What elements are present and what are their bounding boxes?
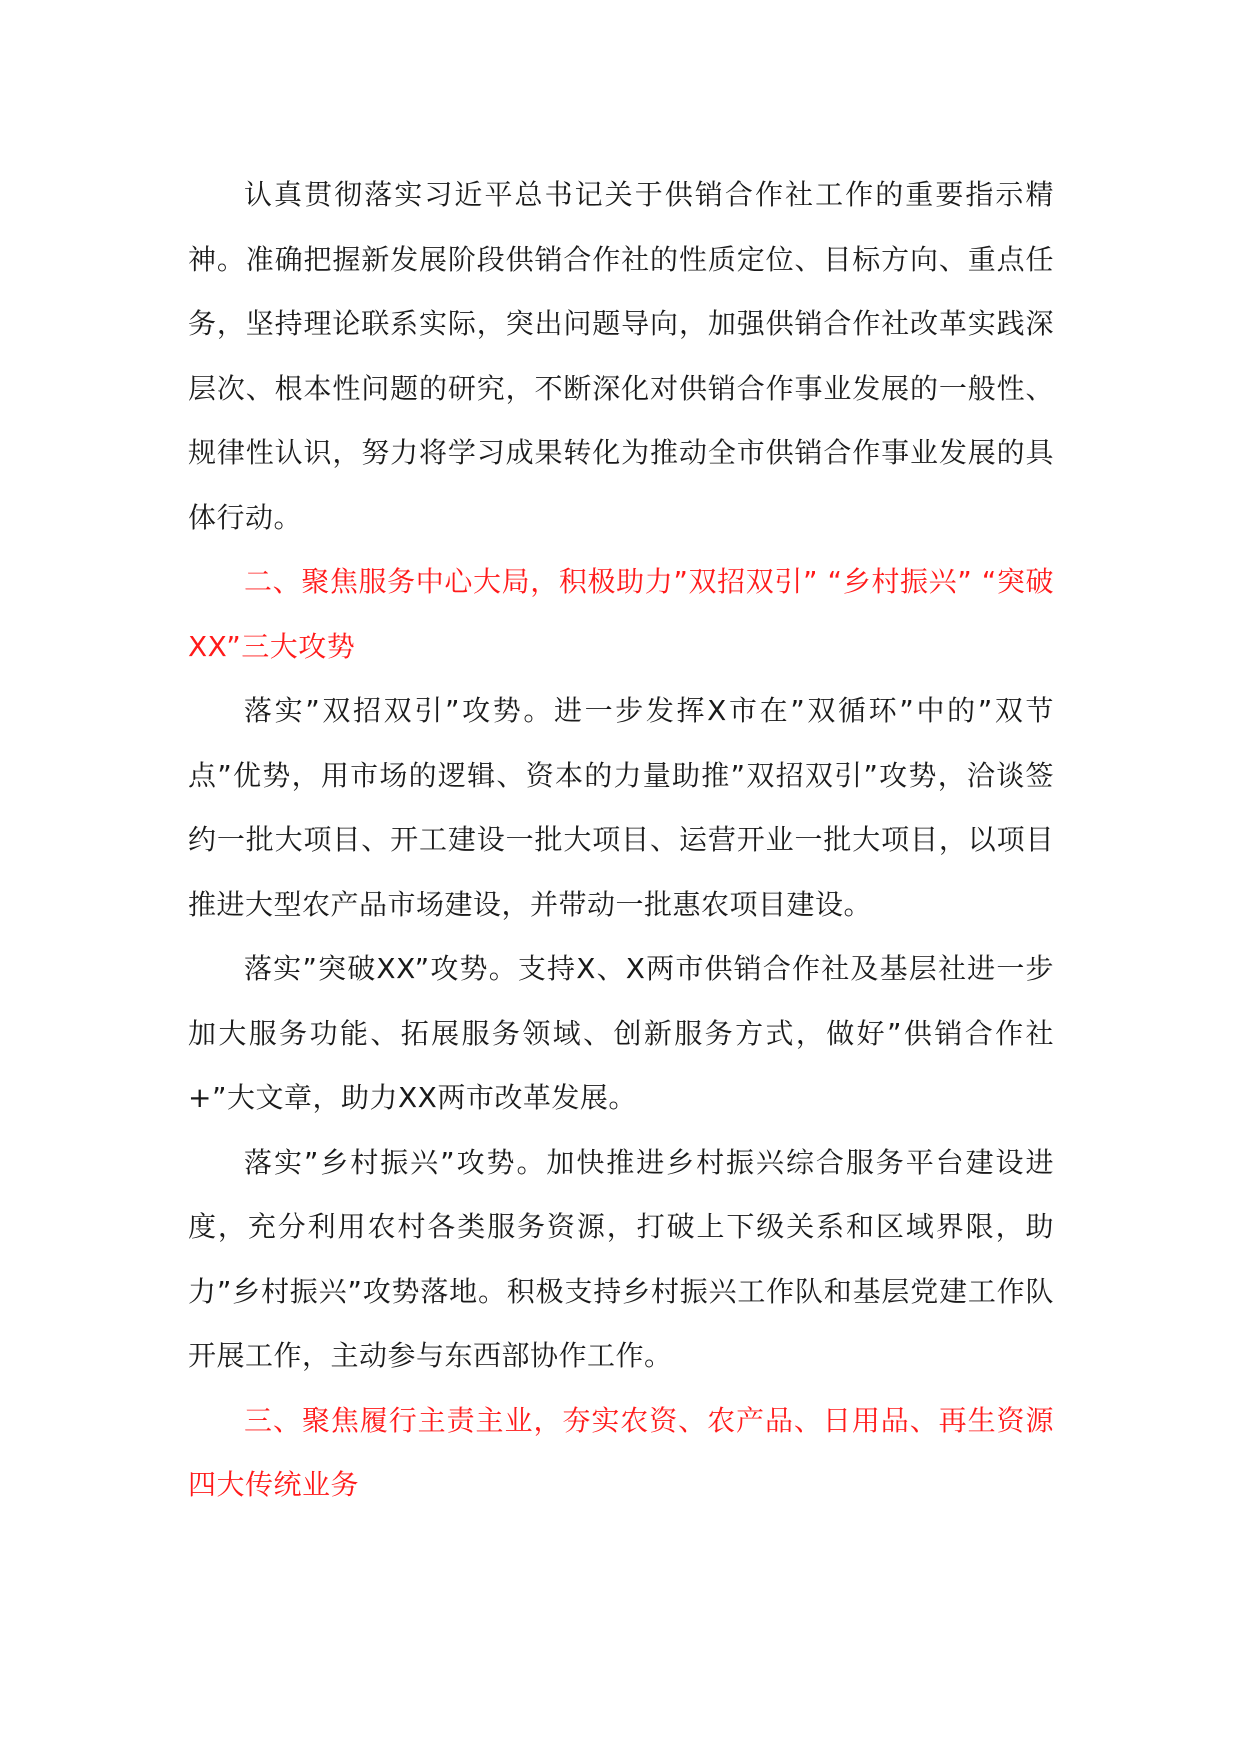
section-heading-two: 二、聚焦服务中心大局，积极助力”双招双引” “乡村振兴” “突破XX”三大攻势 bbox=[188, 565, 1054, 663]
body-paragraph-study-spirit: 认真贯彻落实习近平总书记关于供销合作社工作的重要指示精神。准确把握新发展阶段供销合作社的性质定位、目标方向、重点任务，坚持理论联系实际，突出问题导向，加强供销合作社改革实践深层次、根本性问题的研究，不断深化对供销合作事业发展的一般性、规律性认识，努力将学习成果转化为推动全市供销合作事业发展的具体行动。 bbox=[188, 178, 1054, 534]
body-paragraph-breakthrough: 落实”突破XX”攻势。支持X、X两市供销合作社及基层社进一步加大服务功能、拓展服务领域、创新服务方式，做好”供销合作社+”大文章，助力XX两市改革发展。 bbox=[188, 952, 1054, 1114]
body-paragraph-rural-revitalization: 落实”乡村振兴”攻势。加快推进乡村振兴综合服务平台建设进度，充分利用农村各类服务资源，打破上下级关系和区域界限，助力”乡村振兴”攻势落地。积极支持乡村振兴工作队和基层党建工作队开展工作，主动参与东西部协作工作。 bbox=[188, 1145, 1054, 1372]
body-paragraph-double-attraction: 落实”双招双引”攻势。进一步发挥X市在”双循环”中的”双节点”优势，用市场的逻辑、资本的力量助推”双招双引”攻势，洽谈签约一批大项目、开工建设一批大项目、运营开业一批大项目，以项目推进大型农产品市场建设，并带动一批惠农项目建设。 bbox=[188, 694, 1054, 921]
section-heading-three: 三、聚焦履行主责主业，夯实农资、农产品、日用品、再生资源四大传统业务 bbox=[188, 1403, 1054, 1501]
document-body bbox=[188, 163, 1054, 1518]
